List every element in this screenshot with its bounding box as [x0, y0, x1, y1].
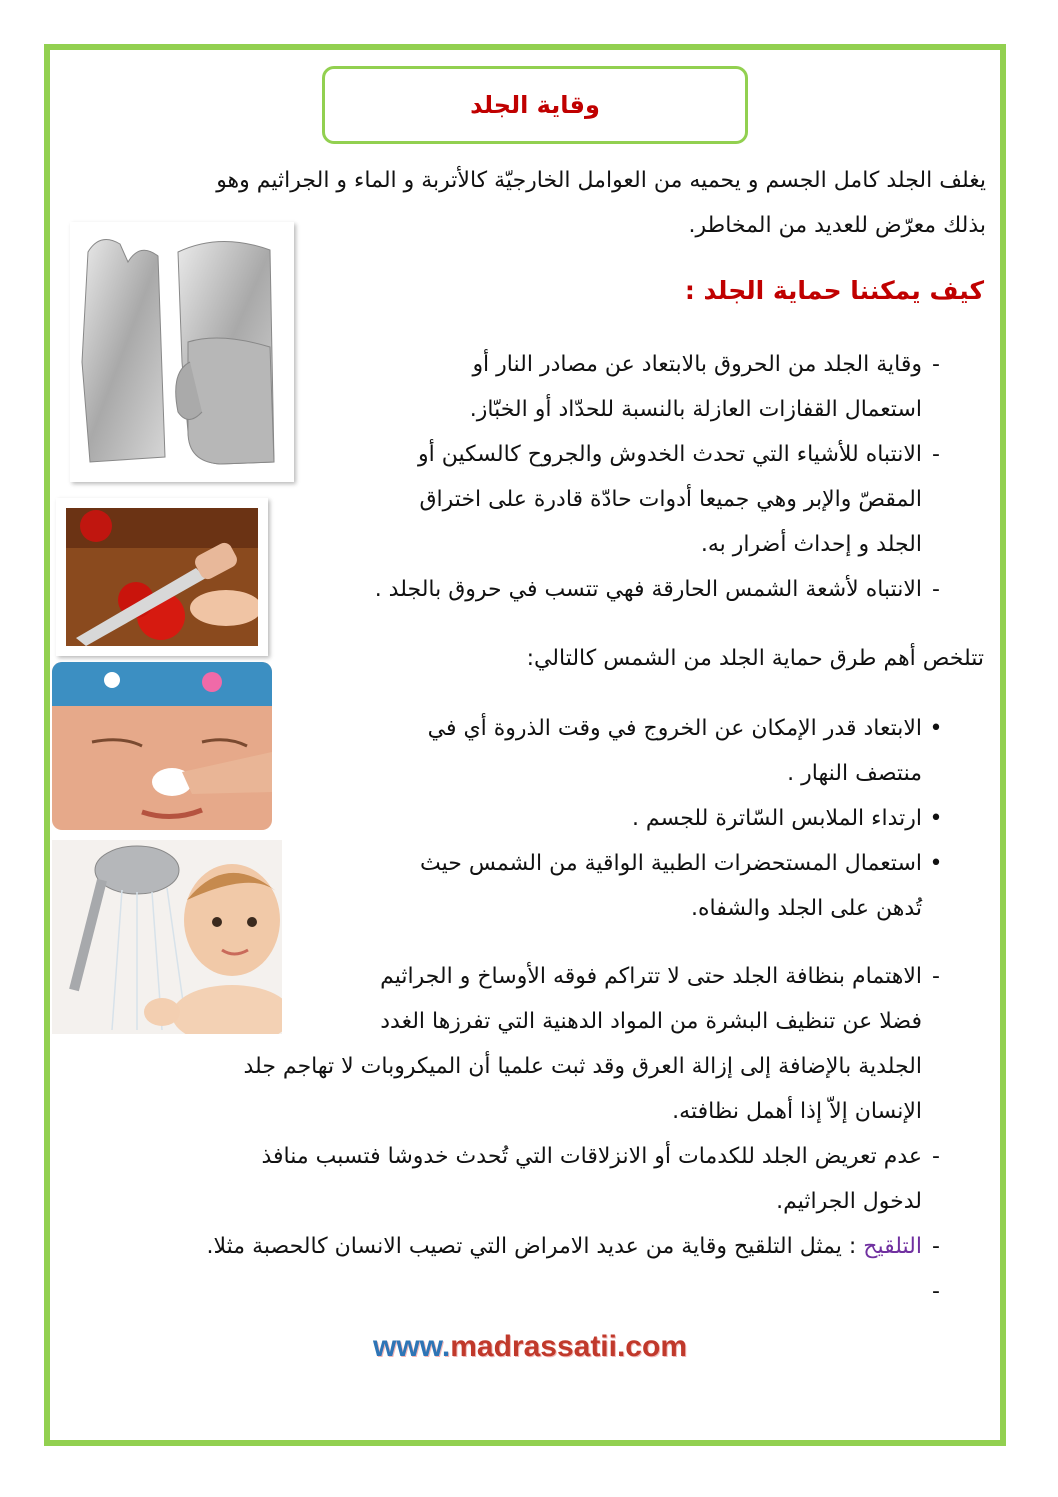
list-item: -الانتباه للأشياء التي تحدث الخدوش والجروح كالسكين أو: [418, 442, 940, 467]
list-item: •الابتعاد قدر الإمكان عن الخروج في وقت الذروة أي في: [427, 716, 943, 741]
intro-line: بذلك معرّض للعديد من المخاطر.: [688, 213, 986, 238]
vaccine-term: التلقيح: [863, 1234, 922, 1259]
gloves-photo: [70, 222, 294, 482]
list-item: •استعمال المستحضرات الطبية الواقية من الشمس حيث: [420, 851, 943, 876]
child-face-icon: [52, 662, 272, 830]
section-heading: كيف يمكننا حماية الجلد :: [684, 276, 984, 305]
sun-intro: تتلخص أهم طرق حماية الجلد من الشمس كالتالي:: [526, 646, 984, 671]
list-item: •ارتداء الملابس السّاترة للجسم .: [631, 806, 943, 831]
list-item: استعمال القفازات العازلة بالنسبة للحدّاد أو الخبّاز.: [469, 397, 922, 422]
page-title: وقاية الجلد: [470, 91, 600, 119]
knife-tomato-photo: [56, 498, 268, 656]
sun-list: [420, 706, 950, 931]
list-item: -وقاية الجلد من الحروق بالابتعاد عن مصادر النار أو: [472, 352, 940, 377]
dash-list: [375, 342, 950, 612]
list-item: تُدهن على الجلد والشفاه.: [690, 896, 922, 921]
website-link[interactable]: www.madrassatii.com: [372, 1330, 687, 1363]
list-item: -الانتباه لأشعة الشمس الحارقة فهي تتسب في حروق بالجلد .: [374, 577, 940, 602]
list-item: الجلد و إحداث أضرار به.: [700, 532, 922, 557]
gloves-icon: [70, 222, 294, 482]
intro-line: يغلف الجلد كامل الجسم و يحميه من العوامل الخارجيّة كالأتربة و الماء و الجراثيم وهو: [216, 168, 986, 193]
intro-paragraph: [216, 158, 986, 248]
baby-shower-photo: [52, 840, 282, 1034]
baby-shower-icon: [52, 840, 282, 1034]
knife-tomato-icon: [66, 508, 258, 646]
list-item: منتصف النهار .: [787, 761, 922, 786]
title-box: [322, 66, 748, 144]
hygiene-paragraph: -الاهتمام بنظافة الجلد حتى لا تتراكم فوقه الأوساخ و الجراثيم فضلا عن تنظيف البشرة من المواد الدهنية التي تفرزها الغدد الجلدية بالإضافة إلى إزالة العرق وقد ثبت علميا أن الميكروبات لا تهاجم جلد الإنسان إلاّ إذا أهمل نظافته. -عدم تعريض الجلد للكدمات أو الانزلاقات التي تُحدث خدوشا فتسبب منافذ لدخول الجراثيم. -التلقيح : يمثل التلقيح وقاية من عديد الامراض التي تصيب الانسان كالحصبة مثلا. -: [206, 964, 940, 1304]
list-item: المقصّ والإبر وهي جميعا أدوات حادّة قادرة على اختراق: [419, 487, 922, 512]
child-sunscreen-photo: [52, 662, 272, 830]
